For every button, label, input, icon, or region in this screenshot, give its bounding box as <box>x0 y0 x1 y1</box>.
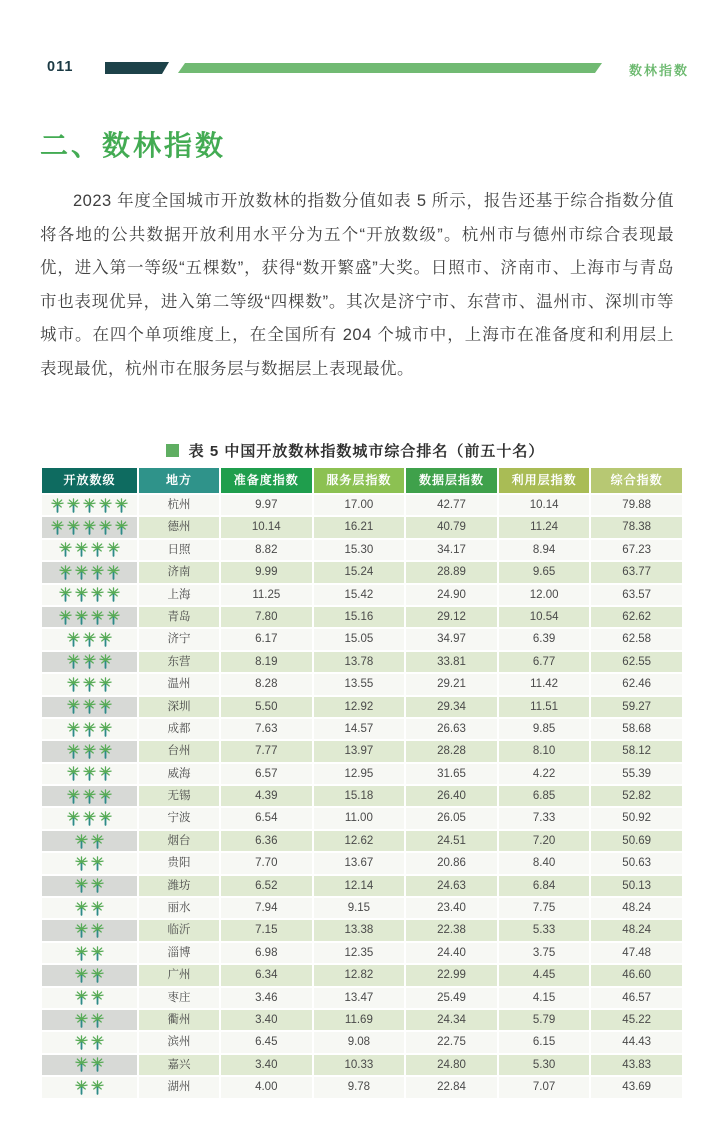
grade-cell <box>42 831 137 851</box>
tree-icon <box>90 990 105 1005</box>
city-cell: 日照 <box>139 540 219 560</box>
value-cell-4: 7.20 <box>499 831 590 851</box>
tree-icon <box>98 722 113 737</box>
value-cell-1: 7.63 <box>221 719 312 739</box>
city-cell: 衢州 <box>139 1010 219 1030</box>
value-cell-3: 20.86 <box>406 853 497 873</box>
value-cell-5: 63.77 <box>591 562 682 582</box>
tree-icon <box>98 632 113 647</box>
value-cell-3: 25.49 <box>406 988 497 1008</box>
value-cell-4: 5.79 <box>499 1010 590 1030</box>
value-cell-1: 6.36 <box>221 831 312 851</box>
value-cell-1: 4.39 <box>221 786 312 806</box>
value-cell-4: 11.42 <box>499 674 590 694</box>
value-cell-3: 24.90 <box>406 585 497 605</box>
caption-square-icon <box>166 444 179 457</box>
grade-cell <box>42 562 137 582</box>
value-cell-4: 6.77 <box>499 652 590 672</box>
tree-icon <box>98 744 113 759</box>
value-cell-4: 5.30 <box>499 1055 590 1075</box>
value-cell-3: 40.79 <box>406 517 497 537</box>
tree-icon <box>74 946 89 961</box>
value-cell-2: 16.21 <box>314 517 405 537</box>
grade-cell <box>42 517 137 537</box>
tree-icon <box>66 722 81 737</box>
city-cell: 无锡 <box>139 786 219 806</box>
value-cell-4: 4.22 <box>499 764 590 784</box>
tree-icon <box>98 654 113 669</box>
value-cell-1: 6.34 <box>221 965 312 985</box>
tree-icon <box>50 498 65 513</box>
value-cell-5: 50.63 <box>591 853 682 873</box>
tree-icon <box>98 789 113 804</box>
tree-icon <box>114 498 129 513</box>
tree-icon <box>106 542 121 557</box>
grade-cell <box>42 786 137 806</box>
tree-icon <box>66 699 81 714</box>
value-cell-3: 28.89 <box>406 562 497 582</box>
value-cell-5: 46.57 <box>591 988 682 1008</box>
grade-cell <box>42 674 137 694</box>
table-caption <box>0 440 710 461</box>
value-cell-2: 12.82 <box>314 965 405 985</box>
value-cell-2: 15.18 <box>314 786 405 806</box>
tree-icon <box>82 744 97 759</box>
tree-icon <box>74 923 89 938</box>
tree-icon <box>66 677 81 692</box>
value-cell-2: 15.42 <box>314 585 405 605</box>
city-cell: 成都 <box>139 719 219 739</box>
grade-cell <box>42 988 137 1008</box>
table-caption-text: 表 5 中国开放数林指数城市综合排名（前五十名） <box>188 443 545 460</box>
tree-icon <box>66 520 81 535</box>
value-cell-5: 62.46 <box>591 674 682 694</box>
city-cell: 东营 <box>139 652 219 672</box>
tree-icon <box>74 834 89 849</box>
tree-icon <box>90 587 105 602</box>
tree-icon <box>74 856 89 871</box>
grade-cell <box>42 585 137 605</box>
tree-icon <box>90 878 105 893</box>
tree-icon <box>74 990 89 1005</box>
tree-icon <box>82 699 97 714</box>
tree-icon <box>90 1013 105 1028</box>
tree-icon <box>66 789 81 804</box>
tree-icon <box>82 766 97 781</box>
value-cell-5: 79.88 <box>591 495 682 515</box>
value-cell-3: 22.75 <box>406 1032 497 1052</box>
grade-cell <box>42 719 137 739</box>
tree-icon <box>82 632 97 647</box>
value-cell-4: 12.00 <box>499 585 590 605</box>
value-cell-5: 50.13 <box>591 876 682 896</box>
value-cell-1: 8.82 <box>221 540 312 560</box>
value-cell-5: 58.68 <box>591 719 682 739</box>
tree-icon <box>74 542 89 557</box>
value-cell-1: 11.25 <box>221 585 312 605</box>
value-cell-2: 9.08 <box>314 1032 405 1052</box>
value-cell-2: 11.69 <box>314 1010 405 1030</box>
value-cell-1: 5.50 <box>221 697 312 717</box>
value-cell-5: 48.24 <box>591 898 682 918</box>
value-cell-1: 9.99 <box>221 562 312 582</box>
tree-icon <box>98 498 113 513</box>
grade-cell <box>42 741 137 761</box>
tree-icon <box>98 811 113 826</box>
value-cell-2: 9.78 <box>314 1077 405 1097</box>
value-cell-5: 62.58 <box>591 629 682 649</box>
grade-cell <box>42 652 137 672</box>
tree-icon <box>90 923 105 938</box>
column-header-7: 综合指数 <box>591 468 682 493</box>
section-title: 二、数林指数 <box>40 130 227 161</box>
city-cell: 台州 <box>139 741 219 761</box>
value-cell-4: 5.33 <box>499 920 590 940</box>
value-cell-4: 8.10 <box>499 741 590 761</box>
tree-icon <box>82 654 97 669</box>
tree-icon <box>98 677 113 692</box>
tree-icon <box>74 1057 89 1072</box>
value-cell-4: 9.85 <box>499 719 590 739</box>
value-cell-3: 24.51 <box>406 831 497 851</box>
column-header-6: 利用层指数 <box>499 468 590 493</box>
tree-icon <box>74 587 89 602</box>
tree-icon <box>66 811 81 826</box>
value-cell-1: 6.52 <box>221 876 312 896</box>
grade-cell <box>42 876 137 896</box>
grade-cell <box>42 1077 137 1097</box>
grade-cell <box>42 808 137 828</box>
value-cell-2: 12.14 <box>314 876 405 896</box>
city-cell: 烟台 <box>139 831 219 851</box>
value-cell-4: 8.94 <box>499 540 590 560</box>
value-cell-4: 3.75 <box>499 943 590 963</box>
value-cell-3: 22.38 <box>406 920 497 940</box>
value-cell-3: 29.21 <box>406 674 497 694</box>
value-cell-1: 3.40 <box>221 1055 312 1075</box>
value-cell-1: 3.46 <box>221 988 312 1008</box>
value-cell-1: 7.77 <box>221 741 312 761</box>
value-cell-3: 24.40 <box>406 943 497 963</box>
column-header-3: 准备度指数 <box>221 468 312 493</box>
value-cell-4: 6.85 <box>499 786 590 806</box>
tree-icon <box>66 744 81 759</box>
tree-icon <box>106 565 121 580</box>
tree-icon <box>74 1013 89 1028</box>
value-cell-5: 78.38 <box>591 517 682 537</box>
value-cell-5: 58.12 <box>591 741 682 761</box>
city-cell: 湖州 <box>139 1077 219 1097</box>
value-cell-4: 6.15 <box>499 1032 590 1052</box>
value-cell-4: 4.45 <box>499 965 590 985</box>
tree-icon <box>90 901 105 916</box>
value-cell-2: 12.95 <box>314 764 405 784</box>
value-cell-5: 52.82 <box>591 786 682 806</box>
city-cell: 潍坊 <box>139 876 219 896</box>
tree-icon <box>58 565 73 580</box>
value-cell-3: 34.17 <box>406 540 497 560</box>
page-number: 011 <box>47 59 74 75</box>
tree-icon <box>58 587 73 602</box>
value-cell-5: 62.62 <box>591 607 682 627</box>
tree-icon <box>90 834 105 849</box>
city-cell: 深圳 <box>139 697 219 717</box>
column-header-4: 服务层指数 <box>314 468 405 493</box>
value-cell-4: 10.54 <box>499 607 590 627</box>
value-cell-1: 8.19 <box>221 652 312 672</box>
grade-cell <box>42 853 137 873</box>
value-cell-4: 10.14 <box>499 495 590 515</box>
report-brand-label: 数林指数 <box>628 63 689 78</box>
value-cell-2: 14.57 <box>314 719 405 739</box>
value-cell-1: 6.54 <box>221 808 312 828</box>
value-cell-4: 6.39 <box>499 629 590 649</box>
tree-icon <box>66 766 81 781</box>
ranking-table <box>42 468 682 1098</box>
value-cell-2: 13.67 <box>314 853 405 873</box>
tree-icon <box>74 878 89 893</box>
value-cell-3: 31.65 <box>406 764 497 784</box>
city-cell: 嘉兴 <box>139 1055 219 1075</box>
value-cell-2: 13.78 <box>314 652 405 672</box>
value-cell-5: 48.24 <box>591 920 682 940</box>
column-header-5: 数据层指数 <box>406 468 497 493</box>
value-cell-5: 47.48 <box>591 943 682 963</box>
value-cell-1: 9.97 <box>221 495 312 515</box>
value-cell-2: 10.33 <box>314 1055 405 1075</box>
value-cell-5: 44.43 <box>591 1032 682 1052</box>
value-cell-3: 22.84 <box>406 1077 497 1097</box>
value-cell-5: 43.69 <box>591 1077 682 1097</box>
value-cell-3: 24.63 <box>406 876 497 896</box>
grade-cell <box>42 898 137 918</box>
value-cell-5: 63.57 <box>591 585 682 605</box>
value-cell-4: 11.24 <box>499 517 590 537</box>
tree-icon <box>58 610 73 625</box>
value-cell-1: 6.98 <box>221 943 312 963</box>
grade-cell <box>42 1010 137 1030</box>
value-cell-4: 7.75 <box>499 898 590 918</box>
value-cell-3: 24.80 <box>406 1055 497 1075</box>
value-cell-1: 8.28 <box>221 674 312 694</box>
tree-icon <box>74 901 89 916</box>
value-cell-5: 46.60 <box>591 965 682 985</box>
tree-icon <box>90 1057 105 1072</box>
value-cell-3: 33.81 <box>406 652 497 672</box>
grade-cell <box>42 764 137 784</box>
value-cell-2: 12.35 <box>314 943 405 963</box>
city-cell: 德州 <box>139 517 219 537</box>
value-cell-5: 59.27 <box>591 697 682 717</box>
tree-icon <box>90 610 105 625</box>
value-cell-5: 45.22 <box>591 1010 682 1030</box>
value-cell-5: 50.69 <box>591 831 682 851</box>
tree-icon <box>66 498 81 513</box>
tree-icon <box>114 520 129 535</box>
value-cell-1: 3.40 <box>221 1010 312 1030</box>
tree-icon <box>90 542 105 557</box>
value-cell-1: 4.00 <box>221 1077 312 1097</box>
city-cell: 枣庄 <box>139 988 219 1008</box>
city-cell: 威海 <box>139 764 219 784</box>
value-cell-4: 6.84 <box>499 876 590 896</box>
tree-icon <box>50 520 65 535</box>
tree-icon <box>90 1080 105 1095</box>
running-header <box>0 58 710 80</box>
tree-icon <box>82 498 97 513</box>
city-cell: 济南 <box>139 562 219 582</box>
tree-icon <box>82 789 97 804</box>
tree-icon <box>98 520 113 535</box>
value-cell-2: 12.92 <box>314 697 405 717</box>
city-cell: 济宁 <box>139 629 219 649</box>
tree-icon <box>82 677 97 692</box>
city-cell: 淄博 <box>139 943 219 963</box>
value-cell-1: 6.57 <box>221 764 312 784</box>
grade-cell <box>42 920 137 940</box>
tree-icon <box>98 766 113 781</box>
value-cell-1: 7.70 <box>221 853 312 873</box>
body-paragraph: 2023 年度全国城市开放数林的指数分值如表 5 所示，报告还基于综合指数分值将各地的公共数据开放利用水平分为五个“开放数级”。杭州市与德州市综合表现最优，进入第一等级“五棵数”，获得“数开繁盛”大奖。日照市、济南市、上海市与青岛市也表现优异，进入第二等级“四棵数”。其次是济宁市、东营市、温州市、深圳市等城市。在四个单项维度上，在全国所有 204 个城市中，上海市在准备度和利用层上表现最优，杭州市在服务层与数据层上表现最优。 <box>40 192 674 378</box>
grade-cell <box>42 540 137 560</box>
header-rule-green-segment <box>178 63 602 73</box>
value-cell-3: 22.99 <box>406 965 497 985</box>
tree-icon <box>74 968 89 983</box>
tree-icon <box>74 565 89 580</box>
value-cell-5: 62.55 <box>591 652 682 672</box>
value-cell-1: 7.80 <box>221 607 312 627</box>
value-cell-2: 13.38 <box>314 920 405 940</box>
city-cell: 温州 <box>139 674 219 694</box>
value-cell-4: 9.65 <box>499 562 590 582</box>
grade-cell <box>42 965 137 985</box>
value-cell-4: 8.40 <box>499 853 590 873</box>
grade-cell <box>42 943 137 963</box>
grade-cell <box>42 629 137 649</box>
value-cell-5: 43.83 <box>591 1055 682 1075</box>
city-cell: 丽水 <box>139 898 219 918</box>
value-cell-3: 34.97 <box>406 629 497 649</box>
tree-icon <box>106 587 121 602</box>
tree-icon <box>90 968 105 983</box>
city-cell: 广州 <box>139 965 219 985</box>
value-cell-1: 10.14 <box>221 517 312 537</box>
tree-icon <box>82 722 97 737</box>
value-cell-2: 11.00 <box>314 808 405 828</box>
value-cell-3: 26.05 <box>406 808 497 828</box>
tree-icon <box>58 542 73 557</box>
city-cell: 临沂 <box>139 920 219 940</box>
value-cell-4: 4.15 <box>499 988 590 1008</box>
tree-icon <box>98 699 113 714</box>
value-cell-3: 24.34 <box>406 1010 497 1030</box>
value-cell-4: 7.07 <box>499 1077 590 1097</box>
value-cell-5: 50.92 <box>591 808 682 828</box>
tree-icon <box>74 610 89 625</box>
tree-icon <box>66 632 81 647</box>
grade-cell <box>42 1032 137 1052</box>
value-cell-3: 26.40 <box>406 786 497 806</box>
value-cell-2: 9.15 <box>314 898 405 918</box>
tree-icon <box>106 610 121 625</box>
grade-cell <box>42 495 137 515</box>
column-header-2: 地方 <box>139 468 219 493</box>
tree-icon <box>82 811 97 826</box>
value-cell-3: 29.12 <box>406 607 497 627</box>
value-cell-3: 29.34 <box>406 697 497 717</box>
city-cell: 宁波 <box>139 808 219 828</box>
value-cell-2: 13.47 <box>314 988 405 1008</box>
grade-cell <box>42 697 137 717</box>
tree-icon <box>74 1035 89 1050</box>
city-cell: 杭州 <box>139 495 219 515</box>
value-cell-3: 42.77 <box>406 495 497 515</box>
value-cell-4: 11.51 <box>499 697 590 717</box>
city-cell: 上海 <box>139 585 219 605</box>
value-cell-5: 55.39 <box>591 764 682 784</box>
value-cell-3: 26.63 <box>406 719 497 739</box>
city-cell: 青岛 <box>139 607 219 627</box>
value-cell-4: 7.33 <box>499 808 590 828</box>
grade-cell <box>42 607 137 627</box>
value-cell-2: 15.16 <box>314 607 405 627</box>
value-cell-3: 23.40 <box>406 898 497 918</box>
value-cell-1: 6.17 <box>221 629 312 649</box>
value-cell-2: 13.97 <box>314 741 405 761</box>
value-cell-2: 12.62 <box>314 831 405 851</box>
value-cell-2: 15.30 <box>314 540 405 560</box>
value-cell-1: 7.94 <box>221 898 312 918</box>
city-cell: 贵阳 <box>139 853 219 873</box>
value-cell-2: 15.24 <box>314 562 405 582</box>
tree-icon <box>90 856 105 871</box>
value-cell-1: 7.15 <box>221 920 312 940</box>
value-cell-2: 17.00 <box>314 495 405 515</box>
tree-icon <box>90 565 105 580</box>
tree-icon <box>90 1035 105 1050</box>
tree-icon <box>74 1080 89 1095</box>
value-cell-1: 6.45 <box>221 1032 312 1052</box>
value-cell-5: 67.23 <box>591 540 682 560</box>
value-cell-3: 28.28 <box>406 741 497 761</box>
grade-cell <box>42 1055 137 1075</box>
column-header-1: 开放数级 <box>42 468 137 493</box>
tree-icon <box>66 654 81 669</box>
tree-icon <box>82 520 97 535</box>
value-cell-2: 15.05 <box>314 629 405 649</box>
city-cell: 滨州 <box>139 1032 219 1052</box>
tree-icon <box>90 946 105 961</box>
header-rule-dark-segment <box>105 62 169 74</box>
value-cell-2: 13.55 <box>314 674 405 694</box>
